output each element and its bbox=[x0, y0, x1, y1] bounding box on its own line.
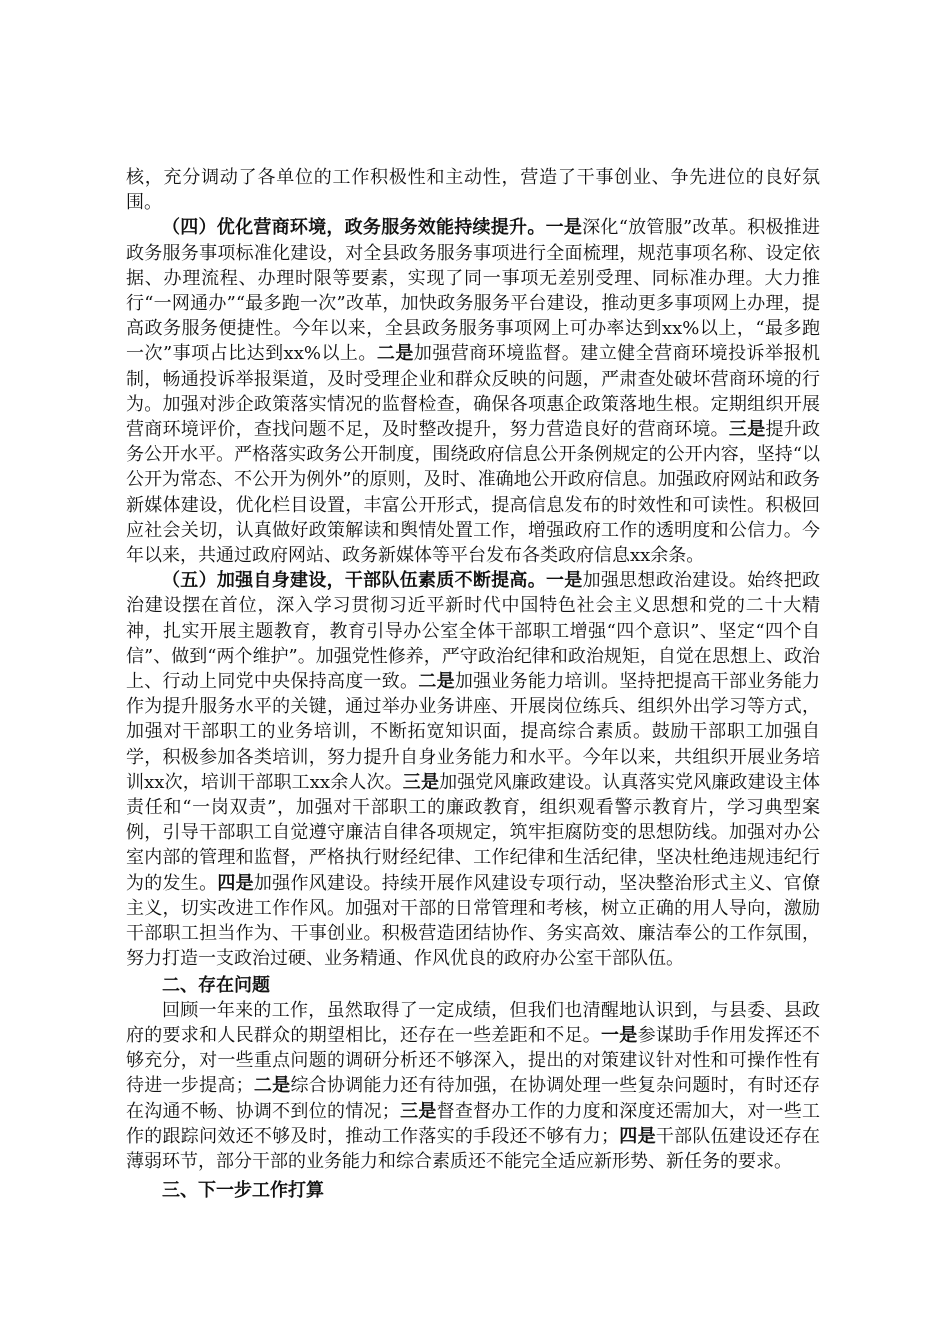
item-marker: 二是 bbox=[376, 343, 414, 365]
section-heading-next-steps: 三、下一步工作打算 bbox=[162, 1180, 324, 1202]
item-text: 加强党风廉政建设。认真落实党风廉政建设主体责任和“一岗双责”，加强对干部职工的廉政教育，组织观看警示教育片，学习典型案例，引导干部职工自觉遵守廉洁自律各项规定，筑牢拒腐防变的思想防线。加强对办公室内部的管理和监督，严格执行财经纪律、工作纪律和生活纪律，坚决杜绝违规违纪行为的发生。 bbox=[126, 771, 821, 894]
item-text: 综合协调能力还有待加强，在协调处理一些复杂问题时，有时还存在沟通不畅、协调不到位的情况； bbox=[126, 1075, 821, 1122]
item-marker: 二是 bbox=[253, 1075, 291, 1097]
section-five-paragraph bbox=[126, 568, 820, 971]
item-marker: 四是 bbox=[217, 872, 254, 894]
problems-paragraph bbox=[126, 998, 820, 1174]
section-heading-problems: 二、存在问题 bbox=[162, 974, 270, 996]
item-text: 干部队伍建设还存在薄弱环节，部分干部的业务能力和综合素质还不能完全适应新形势、新任务的要求。 bbox=[126, 1125, 821, 1172]
paragraph-text: 回顾一年来的工作，虽然取得了一定成绩，但我们也清醒地认识到，与县委、县政府的要求和人民群众的期望相比，还存在一些差距和不足。 bbox=[126, 999, 820, 1046]
item-text: 督查督办工作的力度和深度还需加大，对一些工作的跟踪问效还不够及时，推动工作落实的手段还不够有力； bbox=[126, 1100, 821, 1147]
item-text: 加强业务能力培训。坚持把提高干部业务能力作为提升服务水平的关键，通过举办业务讲座、开展岗位练兵、组织外出学习等方式，加强对干部职工的业务培训，不断拓宽知识面，提高综合素质。鼓励干部职工加强自学，积极参加各类培训，努力提升自身业务能力和水平。今年以来，共组织开展业务培训xx次，培训干部职工xx余人次。 bbox=[126, 671, 821, 793]
document-body bbox=[126, 165, 820, 1203]
item-text: 加强营商环境监督。建立健全营商环境投诉举报机制，畅通投诉举报渠道，及时受理企业和群众反映的问题，严肃查处破坏营商环境的行为。加强对涉企政策落实情况的监督检查，确保各项惠企政策落地生根。定期组织开展营商环境评价，查找问题不足，及时整改提升，努力营造良好的营商环境。 bbox=[126, 343, 821, 441]
item-marker: 一是 bbox=[546, 570, 583, 592]
item-marker: 三是 bbox=[402, 771, 440, 793]
item-marker: 三是 bbox=[728, 419, 766, 441]
section-four-heading: （四）优化营商环境，政务服务效能持续提升。 bbox=[162, 217, 546, 239]
item-marker: 四是 bbox=[619, 1125, 656, 1147]
item-text: 参谋助手作用发挥还不够充分，对一些重点问题的调研分析还不够深入，提出的对策建议针对性和可操作性有待进一步提高； bbox=[126, 1024, 821, 1097]
item-marker: 三是 bbox=[399, 1100, 437, 1122]
item-marker: 二是 bbox=[418, 671, 455, 693]
section-four-paragraph bbox=[126, 215, 820, 568]
paragraph-continuation bbox=[126, 165, 820, 215]
item-marker: 一是 bbox=[545, 217, 583, 239]
item-text: 加强思想政治建设。始终把政治建设摆在首位，深入学习贯彻习近平新时代中国特色社会主义思想和党的二十大精神，扎实开展主题教育，教育引导办公室全体干部职工增强“四个意识”、坚定“四个自信”、做到“两个维护”。加强党性修养，严守政治纪律和政治规矩，自觉在思想上、政治上、行动上同党中央保持高度一致。 bbox=[126, 570, 821, 693]
section-five-heading: （五）加强自身建设，干部队伍素质不断提高。 bbox=[162, 570, 546, 592]
paragraph-text: 核，充分调动了各单位的工作积极性和主动性，营造了干事创业、争先进位的良好氛围。 bbox=[126, 167, 820, 214]
item-text: 加强作风建设。持续开展作风建设专项行动，坚决整治形式主义、官僚主义，切实改进工作作风。加强对干部的日常管理和考核，树立正确的用人导向，激励干部职工担当作为、干事创业。积极营造团结协作、务实高效、廉洁奉公的工作氛围，努力打造一支政治过硬、业务精通、作风优良的政府办公室干部队伍。 bbox=[126, 872, 821, 970]
item-text: 深化“放管服”改革。积极推进政务服务事项标准化建设，对全县政务服务事项进行全面梳理，规范事项名称、设定依据、办理流程、办理时限等要素，实现了同一事项无差别受理、同标准办理。大力推行“一网通办”“最多跑一次”改革，加快政务服务平台建设，推动更多事项网上办理，提高政务服务便捷性。今年以来，全县政务服务事项网上可办率达到xx%以上，“最多跑一次”事项占比达到xx%以上。 bbox=[126, 217, 821, 365]
item-marker: 一是 bbox=[601, 1024, 638, 1046]
item-text: 提升政务公开水平。严格落实政务公开制度，围绕政府信息公开条例规定的公开内容，坚持“以公开为常态、不公开为例外”的原则，及时、准确地公开政府信息。加强政府网站和政务新媒体建设，优化栏目设置，丰富公开形式，提高信息发布的时效性和可读性。积极回应社会关切，认真做好政策解读和舆情处置工作，增强政府工作的透明度和公信力。今年以来，共通过政府网站、政务新媒体等平台发布各类政府信息xx余条。 bbox=[126, 419, 821, 567]
